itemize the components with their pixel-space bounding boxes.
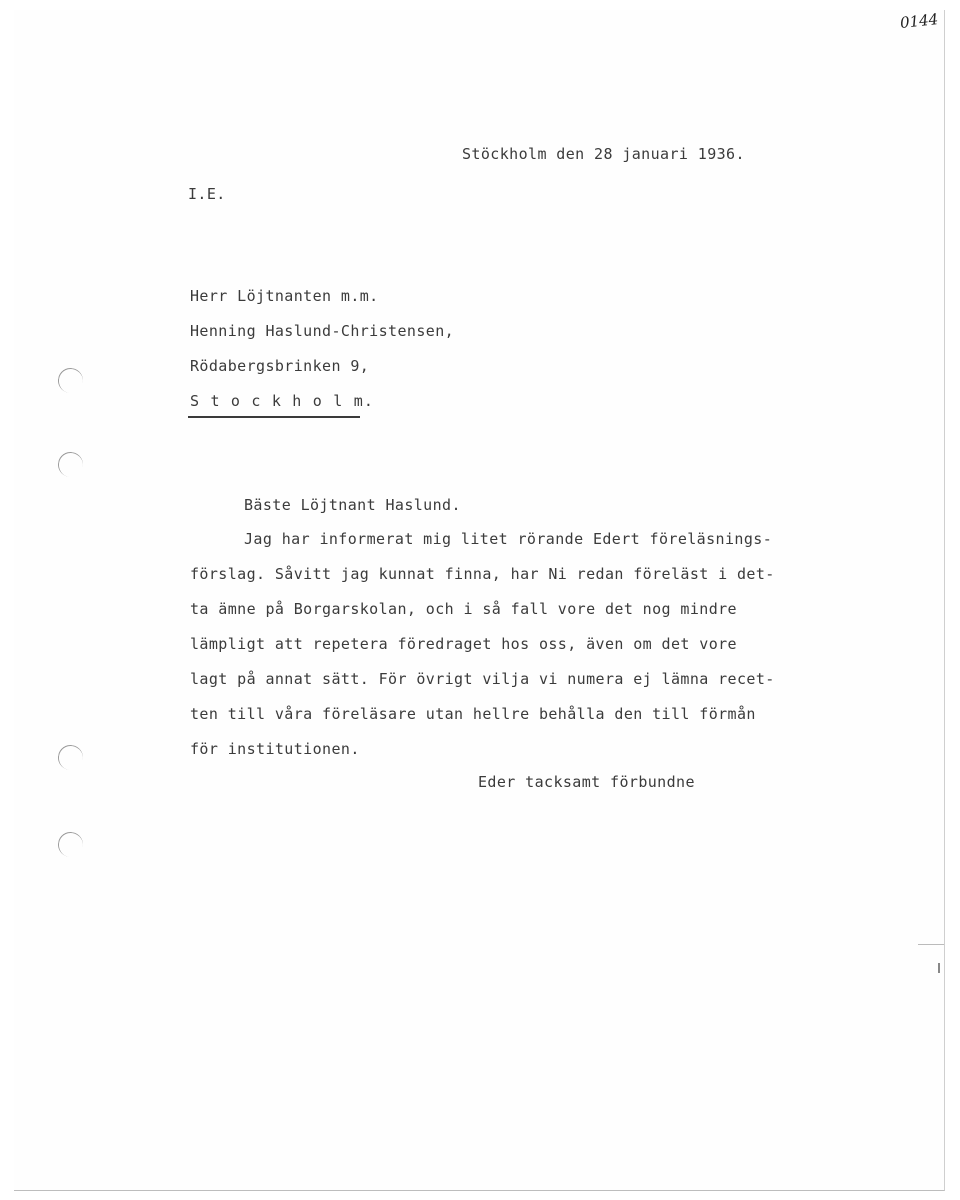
city-underline bbox=[188, 416, 360, 418]
body-line: förslag. Såvitt jag kunnat finna, har Ni redan föreläst i det- bbox=[190, 565, 775, 583]
address-line-name: Henning Haslund-Christensen, bbox=[190, 322, 455, 340]
paper-edge-tick bbox=[938, 963, 940, 973]
body-line: lagt på annat sätt. För övrigt vilja vi numera ej lämna recet- bbox=[190, 670, 775, 688]
address-line-title: Herr Löjtnanten m.m. bbox=[190, 287, 379, 305]
archive-number: 0144 bbox=[899, 10, 940, 32]
body-line: för institutionen. bbox=[190, 740, 360, 758]
body-line: ten till våra föreläsare utan hellre behålla den till förmån bbox=[190, 705, 756, 723]
body-line: Jag har informerat mig litet rörande Edert föreläsnings- bbox=[244, 530, 773, 548]
closing: Eder tacksamt förbundne bbox=[478, 773, 695, 791]
address-line-city: S t o c k h o l m. bbox=[190, 392, 375, 410]
paper-edge-mark bbox=[918, 944, 944, 945]
initials: I.E. bbox=[188, 185, 226, 203]
date-line: Stöckholm den 28 januari 1936. bbox=[462, 145, 745, 163]
address-line-street: Rödabergsbrinken 9, bbox=[190, 357, 370, 375]
body-line: lämpligt att repetera föredraget hos oss, även om det vore bbox=[190, 635, 737, 653]
body-line: ta ämne på Borgarskolan, och i så fall vore det nog mindre bbox=[190, 600, 737, 618]
greeting: Bäste Löjtnant Haslund. bbox=[244, 496, 461, 514]
